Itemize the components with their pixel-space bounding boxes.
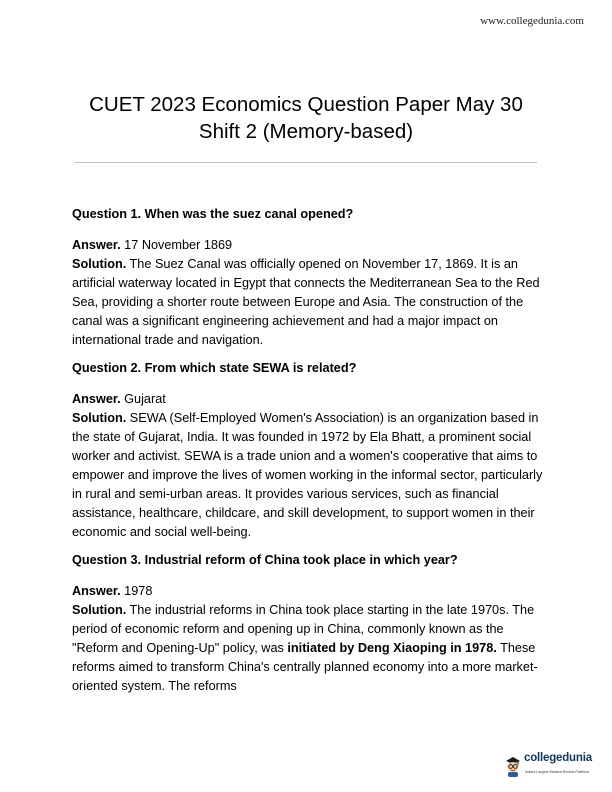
solution-label: Solution. [72,603,127,617]
answer-label: Answer. [72,584,121,598]
solution-2-text: SEWA (Self-Employed Women's Association) is an organization based in the state of Gujarat, India. It was founded in 1972 by Ela Bhatt, a prominent social worker and activist. SEWA is a trade union and a women's cooperative that aims to empower and improve the lives of women working in the informal sector, particularly in rural and semi-urban areas. It provides various services, such as financial assistance, healthcare, childcare, and skill development, to support women in their economic and social well-being. [72,411,543,539]
logo-tagline: India's Largest Student Review Platform [525,770,589,774]
answer-label: Answer. [72,392,121,406]
solution-label: Solution. [72,257,127,271]
question-1-text: Question 1. When was the suez canal opened? [72,207,354,221]
solution-label: Solution. [72,411,127,425]
answer-label: Answer. [72,238,121,252]
collegedunia-logo [503,749,603,783]
questions-list [72,205,548,705]
answer-1 [72,236,548,255]
page-title-line-1: CUET 2023 Economics Question Paper May 30 [89,93,523,116]
question-block-3 [72,551,548,696]
solution-1-text: The Suez Canal was officially opened on November 17, 1869. It is an artificial waterway located in Egypt that connects the Mediterranean Sea to the Red Sea, providing a shorter route between Europe and Asia. The construction of the canal was a significant engineering achievement and had a major impact on international trade and navigation. [72,257,540,347]
page-title [60,91,552,145]
page-title-line-2: Shift 2 (Memory-based) [198,120,414,143]
answer-3 [72,582,548,601]
answer-3-value: 1978 [120,584,153,598]
mascot-icon [503,753,523,777]
answer-1-value: 17 November 1869 [120,238,233,252]
question-block-1 [72,205,548,350]
question-3-text: Question 3. Industrial reform of China took place in which year? [72,553,458,567]
solution-2 [72,409,548,542]
solution-3 [72,601,548,696]
site-url: www.collegedunia.com [480,15,584,27]
question-block-2 [72,359,548,542]
answer-2-value: Gujarat [120,392,166,406]
title-divider [75,162,537,163]
solution-3-highlight: initiated by Deng Xiaoping in 1978. [287,641,497,655]
answer-2 [72,390,548,409]
solution-3-text-start: The industrial reforms in China took place starting in the late 1970s. The period of economic reform and opening up in China, commonly known as the "Reform and Opening-Up" policy, was [72,603,535,655]
question-2-text: Question 2. From which state SEWA is related? [72,361,357,375]
solution-1 [72,255,548,350]
logo-wordmark: collegedunia [524,752,592,764]
solution-3-text-end: These reforms aimed to transform China's centrally planned economy into a more market-oriented system. The reforms [72,641,538,693]
